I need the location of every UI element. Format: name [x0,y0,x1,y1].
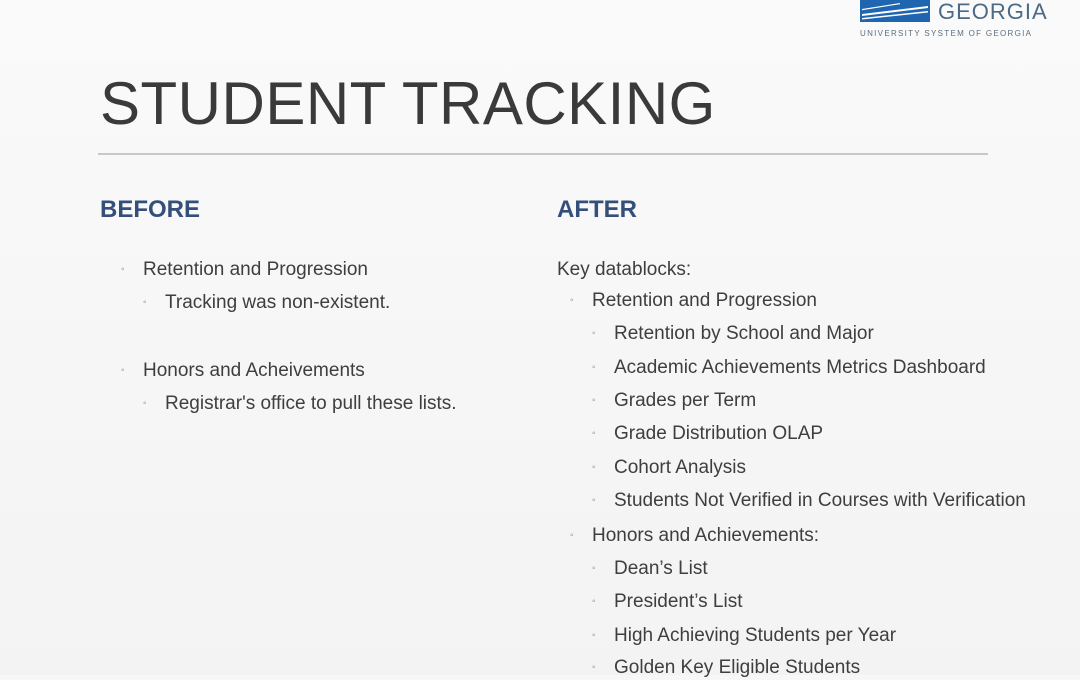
before-subitem: Registrar's office to pull these lists. [165,393,457,414]
after-subitem: Cohort Analysis [614,457,747,478]
bullet-icon: ◦ [592,328,596,339]
after-heading: AFTER [557,196,637,223]
bullet-icon: ◦ [592,563,596,574]
after-subitem: High Achieving Students per Year [614,625,897,646]
after-subitem: Grade Distribution OLAP [614,423,824,444]
bullet-icon: ◦ [592,395,596,406]
logo-subtitle-text: UNIVERSITY SYSTEM OF GEORGIA [860,29,1033,38]
before-item-honors: Honors and Acheivements [143,360,365,381]
after-subitem: Grades per Term [614,390,757,411]
after-intro: Key datablocks: [557,259,692,280]
bullet-icon: ◦ [143,297,147,308]
usg-logo [860,0,1070,44]
bullet-icon: ◦ [592,630,596,641]
after-item-honors: Honors and Achievements: [592,525,820,546]
after-subitem: President’s List [614,591,743,612]
title-divider [98,153,988,155]
after-subitem: Dean’s List [614,558,708,579]
after-subitem: Students Not Verified in Courses with Verification [614,490,1026,511]
bullet-icon: ◦ [592,362,596,373]
bullet-icon: ◦ [592,462,596,473]
usg-logo-mark-icon [860,0,930,22]
after-subitem: Golden Key Eligible Students [614,657,861,678]
before-item-retention: Retention and Progression [143,259,368,280]
bullet-icon: ◦ [592,495,596,506]
after-subitem: Academic Achievements Metrics Dashboard [614,357,986,378]
logo-brand-text: GEORGIA [938,0,1048,24]
slide-title: STUDENT TRACKING [100,70,716,137]
after-item-retention: Retention and Progression [592,290,817,311]
bullet-icon: ◦ [121,365,125,376]
bullet-icon: ◦ [592,596,596,607]
bullet-icon: ◦ [592,428,596,439]
bullet-icon: ◦ [570,530,574,541]
bullet-icon: ◦ [121,264,125,275]
bullet-icon: ◦ [570,295,574,306]
bullet-icon: ◦ [143,398,147,409]
before-heading: BEFORE [100,196,201,223]
after-subitem: Retention by School and Major [614,323,874,344]
before-subitem: Tracking was non-existent. [165,292,391,313]
bullet-icon: ◦ [592,662,596,673]
